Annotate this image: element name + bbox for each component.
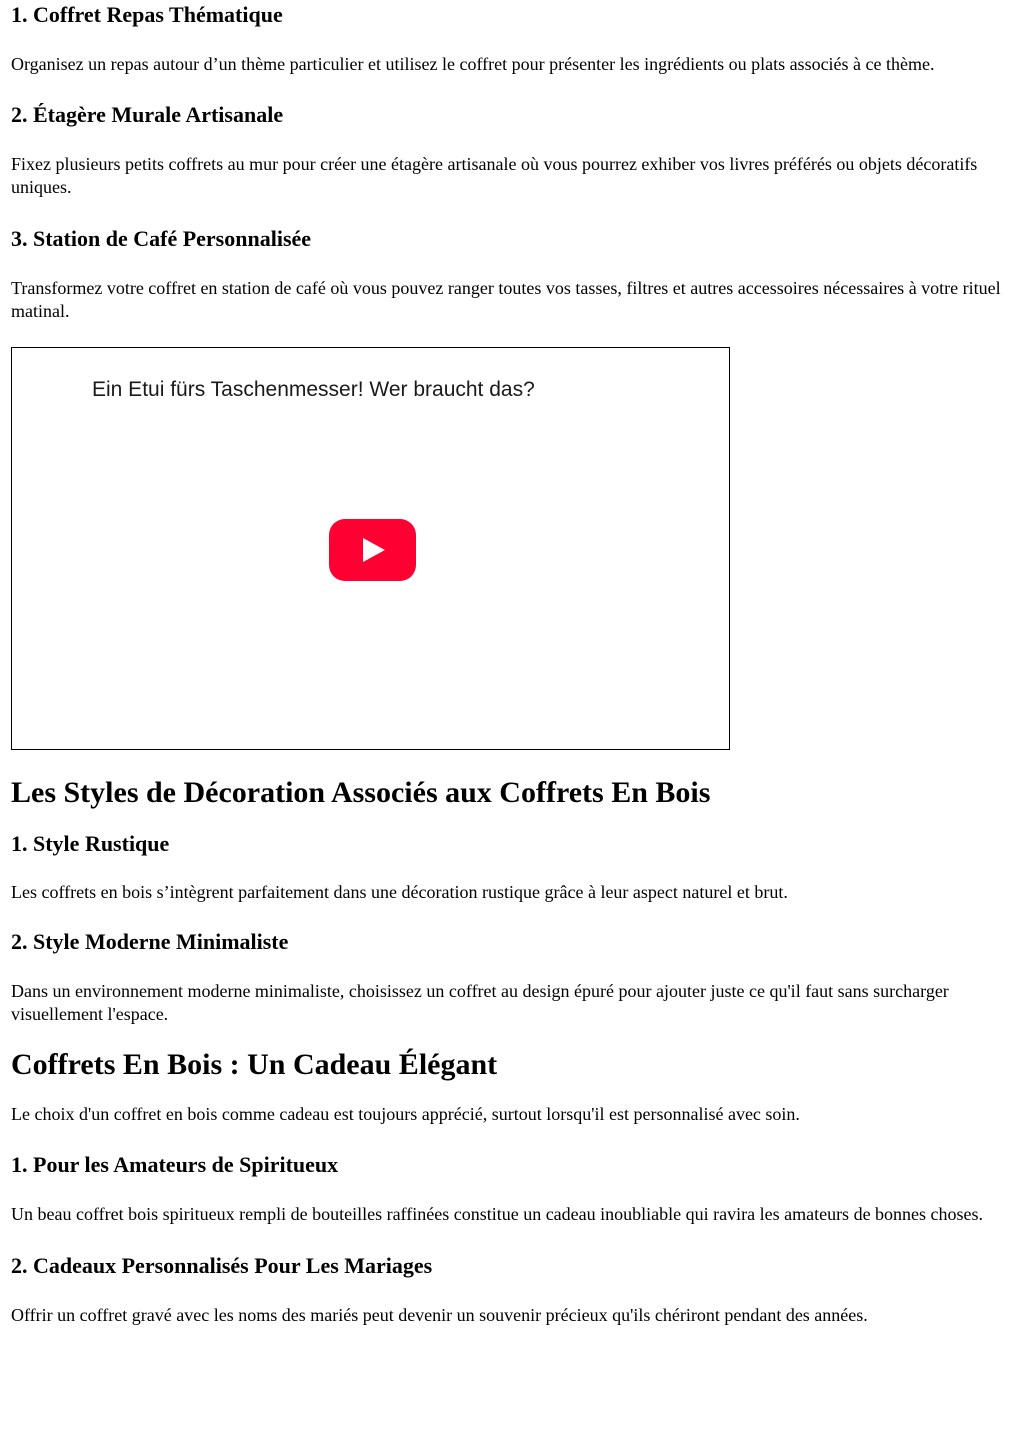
- heading-style-moderne: 2. Style Moderne Minimaliste: [11, 929, 289, 954]
- youtube-play-icon[interactable]: [329, 519, 416, 581]
- article-content: [11, 0, 1013, 1327]
- heading-station-cafe: 3. Station de Café Personnalisée: [11, 226, 312, 251]
- paragraph-coffret-repas: Organisez un repas autour d’un thème particulier et utilisez le coffret pour présenter les ingrédients ou plats associés à ce thème.: [11, 54, 935, 74]
- video-title[interactable]: Ein Etui fürs Taschenmesser! Wer braucht das?: [92, 378, 535, 401]
- heading-cadeau-elegant: Coffrets En Bois : Un Cadeau Élégant: [11, 1048, 498, 1081]
- video-embed[interactable]: [11, 347, 730, 750]
- heading-spiritueux: 1. Pour les Amateurs de Spiritueux: [11, 1152, 339, 1177]
- heading-coffret-repas: 1. Coffret Repas Thématique: [11, 2, 283, 27]
- paragraph-etagere-murale: Fixez plusieurs petits coffrets au mur pour créer une étagère artisanale où vous pourrez exhiber vos livres préférés ou objets décoratifs uniques.: [11, 154, 978, 197]
- heading-style-rustique: 1. Style Rustique: [11, 831, 170, 856]
- paragraph-style-moderne: Dans un environnement moderne minimaliste, choisissez un coffret au design épuré pour ajouter juste ce qu'il faut sans surcharger visuellement l'espace.: [11, 981, 949, 1024]
- paragraph-spiritueux: Un beau coffret bois spiritueux rempli de bouteilles raffinées constitue un cadeau inoubliable qui ravira les amateurs de bonnes choses.: [11, 1204, 984, 1224]
- paragraph-mariages: Offrir un coffret gravé avec les noms des mariés peut devenir un souvenir précieux qu'ils chériront pendant des années.: [11, 1305, 868, 1325]
- heading-etagere-murale: 2. Étagère Murale Artisanale: [11, 102, 284, 127]
- play-triangle-icon: [363, 538, 385, 562]
- heading-mariages: 2. Cadeaux Personnalisés Pour Les Mariages: [11, 1253, 433, 1278]
- paragraph-cadeau-intro: Le choix d'un coffret en bois comme cadeau est toujours apprécié, surtout lorsqu'il est personnalisé avec soin.: [11, 1104, 800, 1124]
- heading-styles-decoration: Les Styles de Décoration Associés aux Coffrets En Bois: [11, 776, 711, 809]
- paragraph-station-cafe: Transformez votre coffret en station de café où vous pouvez ranger toutes vos tasses, filtres et autres accessoires nécessaires à votre rituel matinal.: [11, 278, 1001, 321]
- paragraph-style-rustique: Les coffrets en bois s’intègrent parfaitement dans une décoration rustique grâce à leur aspect naturel et brut.: [11, 882, 788, 902]
